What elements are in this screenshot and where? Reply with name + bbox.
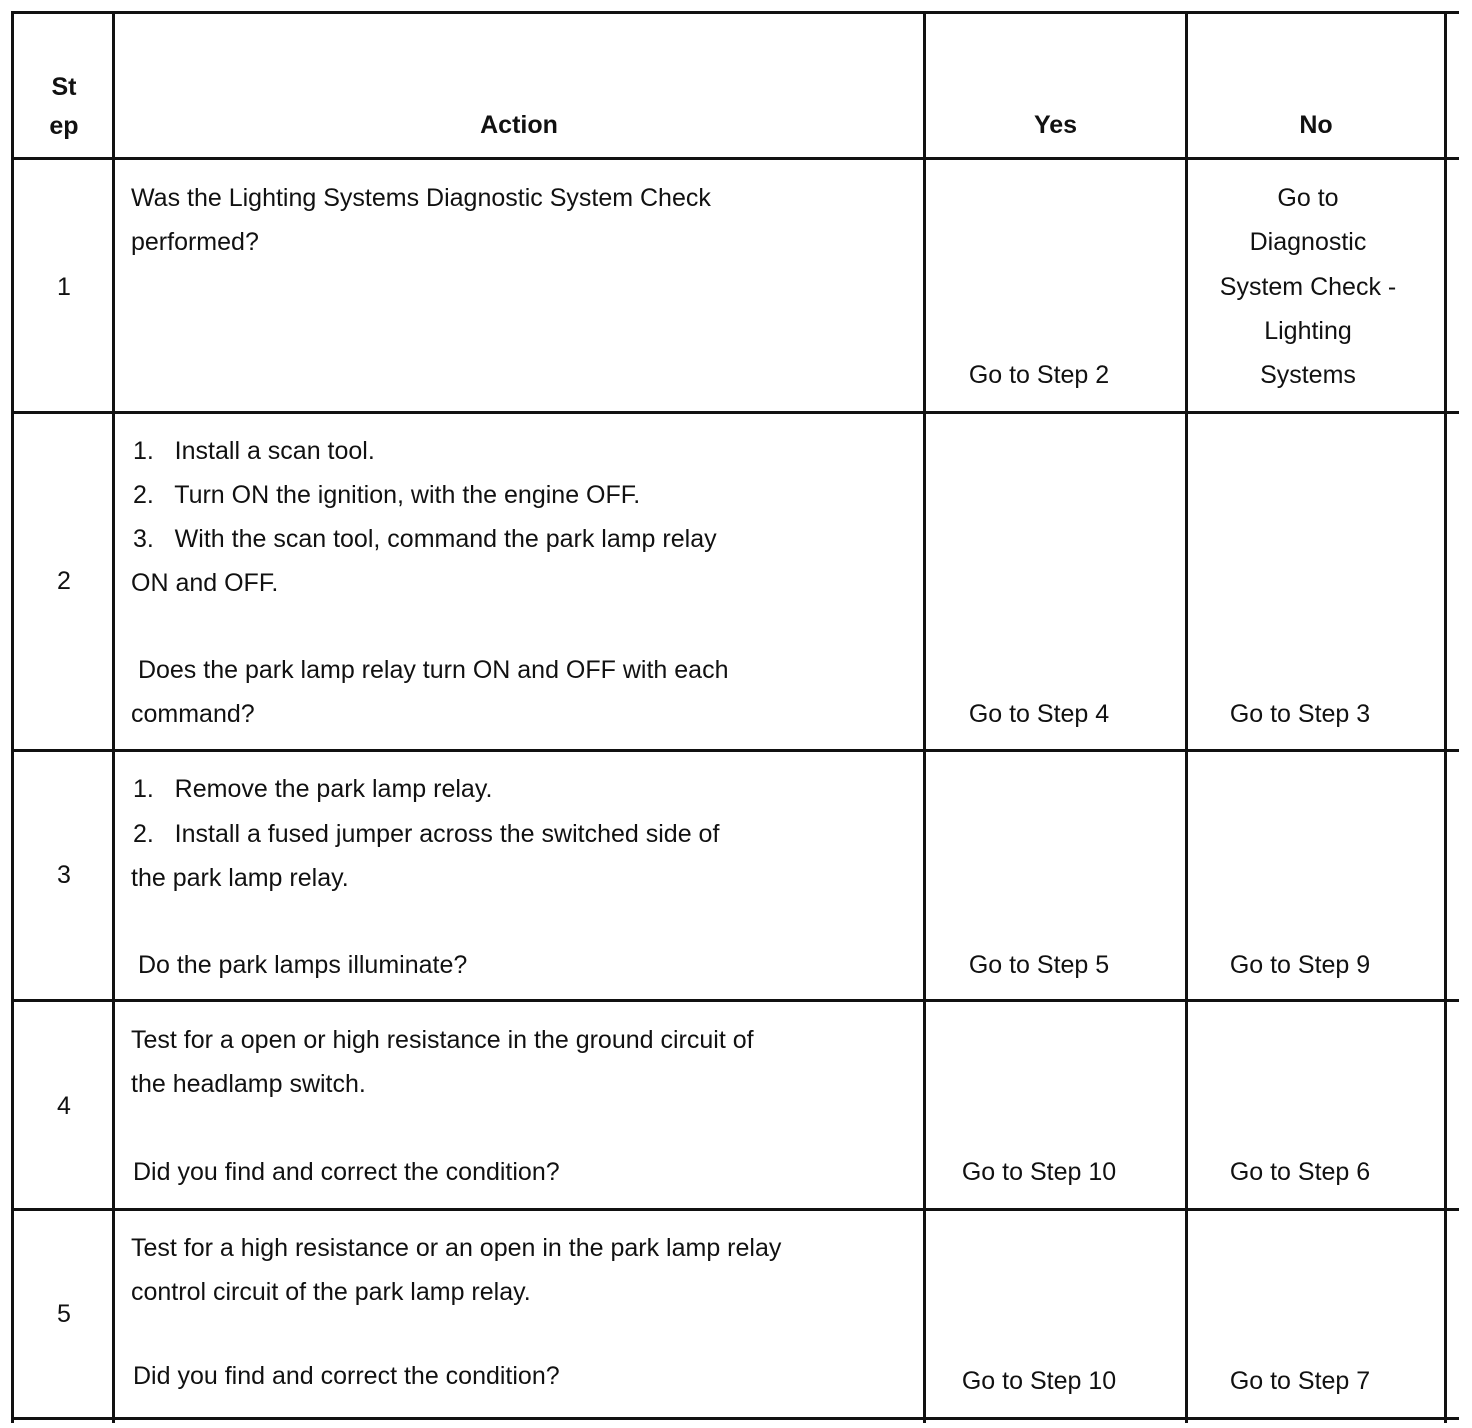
column-divider [112, 11, 115, 1423]
action-line: Test for a high resistance or an open in the park lamp relay [131, 1234, 782, 1262]
action-line: 2. Install a fused jumper across the switched side of [133, 820, 720, 848]
no-result: Go to Step 9 [1229, 951, 1371, 979]
action-line: 1. Install a scan tool. [133, 437, 375, 465]
question-line: Does the park lamp relay turn ON and OFF with each [131, 656, 729, 684]
row-divider [11, 1208, 1459, 1211]
yes-result: Go to Step 10 [961, 1367, 1117, 1395]
table-border-top [11, 11, 1459, 14]
question-line: Did you find and correct the condition? [133, 1362, 560, 1390]
step-number: 5 [57, 1300, 71, 1328]
question-line: Do the park lamps illuminate? [131, 951, 468, 979]
no-result-line: Lighting [1264, 317, 1352, 345]
action-line: Test for a open or high resistance in the ground circuit of [131, 1026, 754, 1054]
no-result-line: Go to [1277, 184, 1339, 212]
step-number: 3 [57, 861, 71, 889]
no-result: Go to Step 7 [1229, 1367, 1371, 1395]
no-result: Go to Step 3 [1229, 700, 1371, 728]
yes-result: Go to Step 5 [968, 951, 1110, 979]
step-number: 2 [57, 567, 71, 595]
row-divider [11, 411, 1459, 414]
row-divider [11, 999, 1459, 1002]
yes-result: Go to Step 2 [968, 361, 1110, 389]
question-line: Did you find and correct the condition? [133, 1158, 560, 1186]
table-border-left [11, 11, 14, 1423]
table-border-bottom [11, 1417, 1459, 1420]
no-result-line: Diagnostic [1249, 228, 1367, 256]
action-line: 3. With the scan tool, command the park lamp relay [133, 525, 717, 553]
action-line: the park lamp relay. [131, 864, 349, 892]
no-result-line: Systems [1260, 361, 1356, 389]
action-line: performed? [131, 228, 259, 256]
action-line: 2. Turn ON the ignition, with the engine OFF. [133, 481, 641, 509]
no-result-line: System Check - [1219, 273, 1397, 301]
step-number: 1 [57, 273, 71, 301]
action-line: 1. Remove the park lamp relay. [133, 775, 493, 803]
action-line: the headlamp switch. [131, 1070, 366, 1098]
header-action: Action [480, 111, 558, 139]
yes-result: Go to Step 10 [961, 1158, 1117, 1186]
question-line: command? [131, 700, 255, 728]
row-divider [11, 749, 1459, 752]
step-number: 4 [57, 1092, 71, 1120]
row-divider [11, 157, 1459, 160]
header-yes: Yes [1033, 111, 1078, 139]
table-border-right [1444, 11, 1447, 1423]
action-line: control circuit of the park lamp relay. [131, 1278, 531, 1306]
header-step: St ep [49, 73, 79, 140]
action-line: ON and OFF. [131, 569, 279, 597]
header-no: No [1299, 111, 1333, 139]
action-line: Was the Lighting Systems Diagnostic System Check [131, 184, 711, 212]
yes-result: Go to Step 4 [968, 700, 1110, 728]
no-result: Go to Step 6 [1229, 1158, 1371, 1186]
